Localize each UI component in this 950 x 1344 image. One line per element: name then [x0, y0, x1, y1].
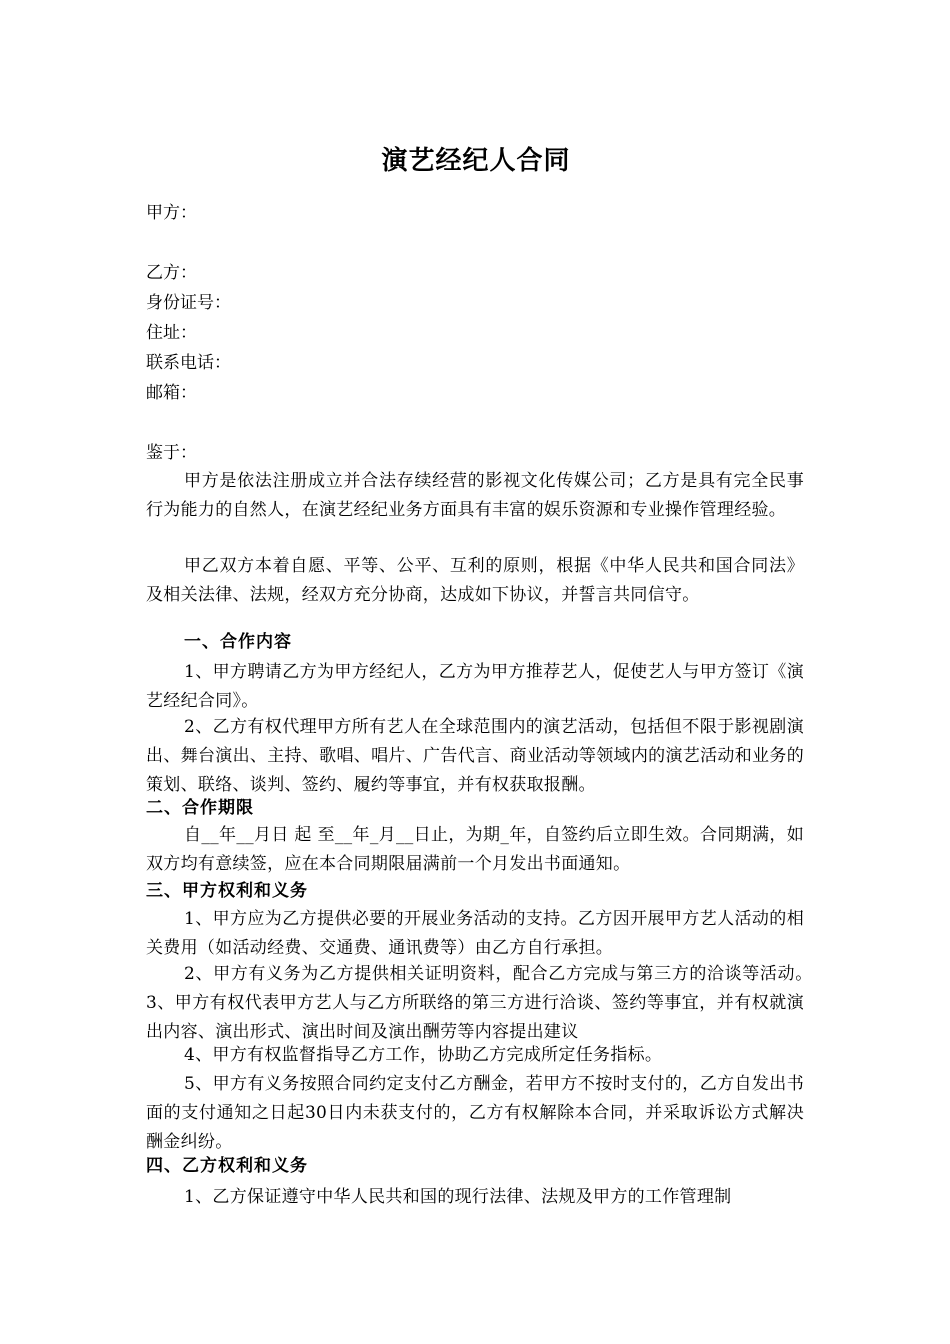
section-heading: 四、乙方权利和义务 [146, 1156, 308, 1176]
party-a-field: 甲方： [146, 203, 197, 223]
section-paragraph: 2、乙方有权代理甲方所有艺人在全球范围内的演艺活动，包括但不限于影视剧演出、舞台演出、主持、歌唱、唱片、广告代言、商业活动等领域内的演艺活动和业务的策划、联络、谈判、签约、履约等事宜，并有权获取报酬。 [146, 717, 804, 795]
section-paragraph: 自__年__月日 起 至__年_月__日止，为期_年，自签约后立即生效。合同期满，如双方均有意续签，应在本合同期限届满前一个月发出书面通知。 [146, 825, 804, 874]
section-paragraph: 1、甲方聘请乙方为甲方经纪人，乙方为甲方推荐艺人，促使艺人与甲方签订《演艺经纪合同》。 [146, 662, 804, 711]
section-heading: 一、合作内容 [184, 632, 292, 652]
whereas-paragraph: 甲乙双方本着自愿、平等、公平、互利的原则，根据《中华人民共和国合同法》及相关法律、法规，经双方充分协商，达成如下协议，并誓言共同信守。 [146, 556, 804, 605]
document-title: 演艺经纪人合同 [381, 146, 571, 176]
section-paragraph: 1、乙方保证遵守中华人民共和国的现行法律、法规及甲方的工作管理制 [184, 1187, 732, 1207]
section-heading: 三、甲方权利和义务 [146, 881, 308, 901]
party-b-field: 乙方： [146, 263, 197, 283]
address-field: 住址： [146, 323, 197, 343]
whereas-label: 鉴于： [146, 443, 197, 463]
id-number-field: 身份证号： [146, 293, 231, 313]
section-paragraph: 5、甲方有义务按照合同约定支付乙方酬金，若甲方不按时支付的，乙方自发出书面的支付通知之日起30日内未获支付的，乙方有权解除本合同，并采取诉讼方式解决酬金纠纷。 [146, 1074, 804, 1152]
section-paragraph: 4、甲方有权监督指导乙方工作，协助乙方完成所定任务指标。 [184, 1045, 663, 1065]
section-paragraph: 1、甲方应为乙方提供必要的开展业务活动的支持。乙方因开展甲方艺人活动的相关费用（如活动经费、交通费、通讯费等）由乙方自行承担。 [146, 909, 804, 958]
phone-field: 联系电话： [146, 353, 231, 373]
email-field: 邮箱： [146, 383, 197, 403]
section-paragraph: 2、甲方有义务为乙方提供相关证明资料，配合乙方完成与第三方的洽谈等活动。 3、甲方有权代表甲方艺人与乙方所联络的第三方进行洽谈、签约等事宜，并有权就演出内容、演出形式、演出时间及演出酬劳等内容提出建议 [146, 964, 822, 1042]
section-heading: 二、合作期限 [146, 798, 254, 818]
whereas-paragraph: 甲方是依法注册成立并合法存续经营的影视文化传媒公司；乙方是具有完全民事行为能力的自然人，在演艺经纪业务方面具有丰富的娱乐资源和专业操作管理经验。 [146, 471, 804, 520]
